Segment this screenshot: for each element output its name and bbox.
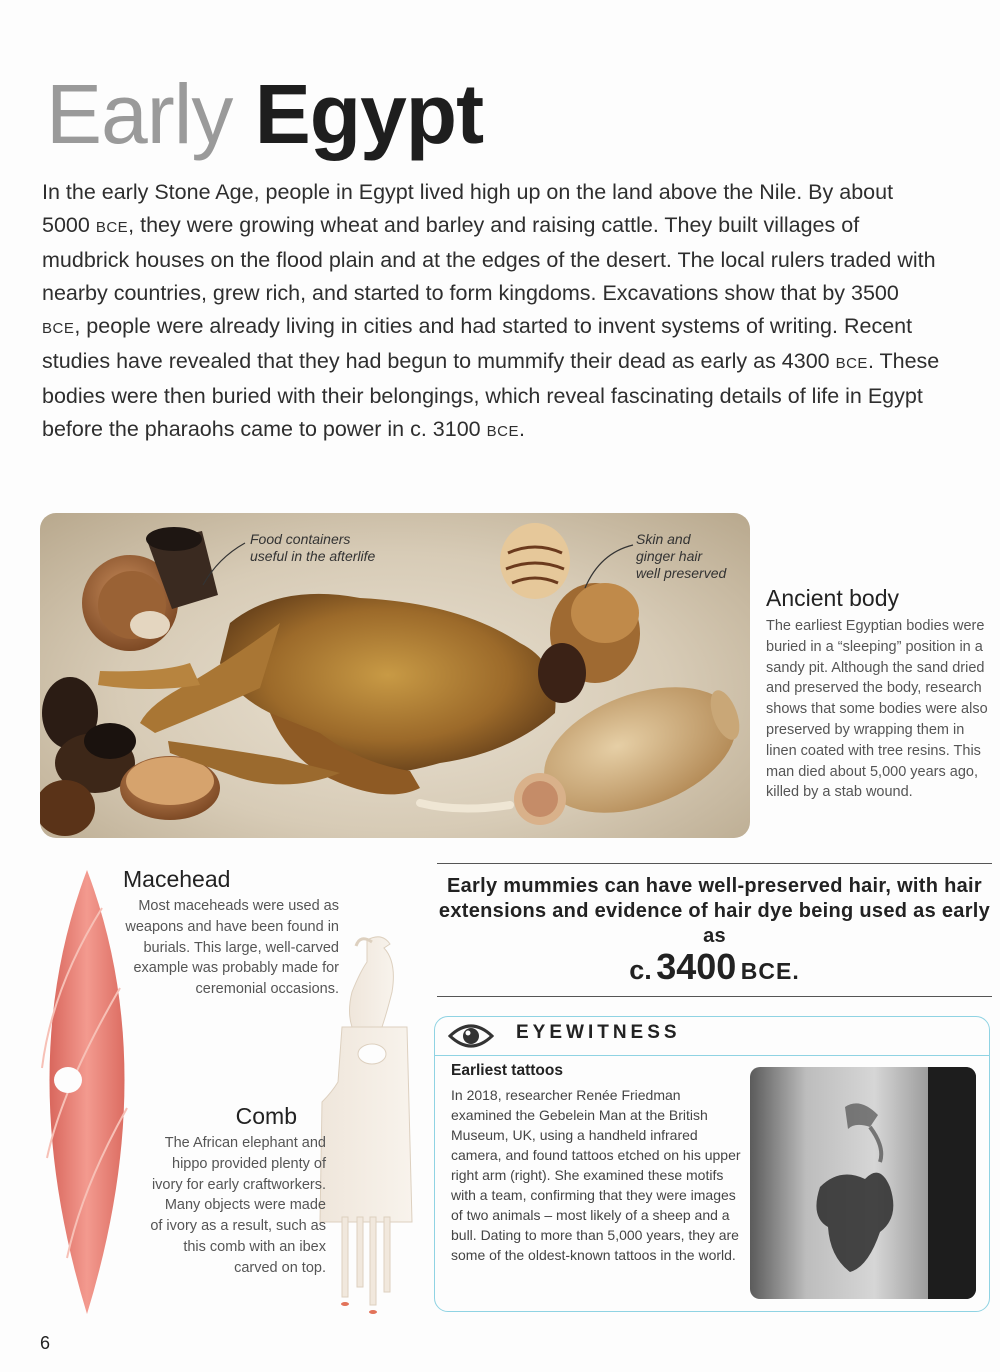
page-title <box>46 66 483 162</box>
eye-icon <box>448 1020 494 1052</box>
eyewitness-label: EYEWITNESS <box>516 1022 681 1043</box>
title-bold: Egypt <box>254 67 484 161</box>
callout-skin-hair <box>636 531 726 582</box>
callout-line: Food containers <box>250 531 351 547</box>
macehead-text: Most maceheads were used as weapons and have been found in burials. This large, well-carved example was probably made for ceremonial occasions. <box>125 898 339 998</box>
intro-paragraph <box>42 176 942 448</box>
intro-era: BCE <box>95 219 129 236</box>
intro-text: , people were already living in cities and had started to invent systems of writing. Recent studies have revealed that they had begun to mummify their dead as early as 4300 <box>42 314 913 373</box>
gebelein-body-photo <box>40 513 750 838</box>
comb-heading: Comb <box>235 1103 297 1129</box>
intro-text: , they were growing wheat and barley and raising cattle. They built villages of mudbrick houses on the flood plain and at the edges of the desert. The local rulers traded with nearby countries, grew rich, and started to form kingdoms. Excavations show that by 3500 <box>42 213 936 305</box>
quote-era: BCE. <box>740 958 800 984</box>
ancient-body-heading: Ancient body <box>766 585 899 611</box>
intro-text: . <box>518 417 525 441</box>
ancient-body-text: The earliest Egyptian bodies were buried in a “sleeping” position in a sandy pit. Although the sand dried and preserved the body, research shows that some bodies were also preserved by wrapping them in linen coated with tree resins. This man died about 5,000 years ago, killed by a stab wound. <box>766 618 988 801</box>
title-light: Early <box>46 67 233 161</box>
callout-line: useful in the afterlife <box>250 548 376 564</box>
intro-text: . These bodies were then buried with their belongings, which reveal fascinating details of life in Egypt before the pharaohs came to power in c. 3100 <box>42 349 940 441</box>
eyewitness-heading: Earliest tattoos <box>451 1062 563 1079</box>
quote-text: Early mummies can have well-preserved hair, with hair extensions and evidence of hair dye being used as early as <box>438 875 991 947</box>
intro-era: BCE <box>42 320 75 337</box>
quote-circa: c. <box>629 955 652 985</box>
intro-era: BCE <box>486 423 519 440</box>
eyewitness-text: In 2018, researcher Renée Friedman examined the Gebelein Man at the British Museum, UK, using a handheld infrared camera, and found tattoos etched on his upper right arm (right). She examined these motifs with a team, confirming that they were images of two animals – most likely of a sheep and a bull. Dating to more than 5,000 years, they are some of the oldest-known tattoos in the world. <box>451 1087 741 1263</box>
callout-line: ginger hair <box>636 548 703 564</box>
comb-text: The African elephant and hippo provided plenty of ivory for early craftworkers. Many objects were made of ivory as a result, such as this comb with an ibex carved on top. <box>150 1135 326 1276</box>
callout-food-containers <box>250 531 375 565</box>
quote-rule-top <box>437 863 992 864</box>
macehead-heading: Macehead <box>123 866 231 892</box>
quote-year: 3400 <box>656 946 737 987</box>
callout-line: well preserved <box>636 565 727 581</box>
quote-rule-bottom <box>437 996 992 997</box>
quote-date <box>437 946 992 988</box>
callout-line: Skin and <box>636 531 691 547</box>
page-number: 6 <box>40 1333 51 1353</box>
intro-era: BCE <box>835 355 868 372</box>
tattoo-infrared-photo <box>750 1067 976 1299</box>
ivory-comb-image <box>312 932 422 1317</box>
intro-text: In the early Stone Age, people in Egypt lived high up on the land above the Nile. By about 5000 <box>42 180 894 237</box>
